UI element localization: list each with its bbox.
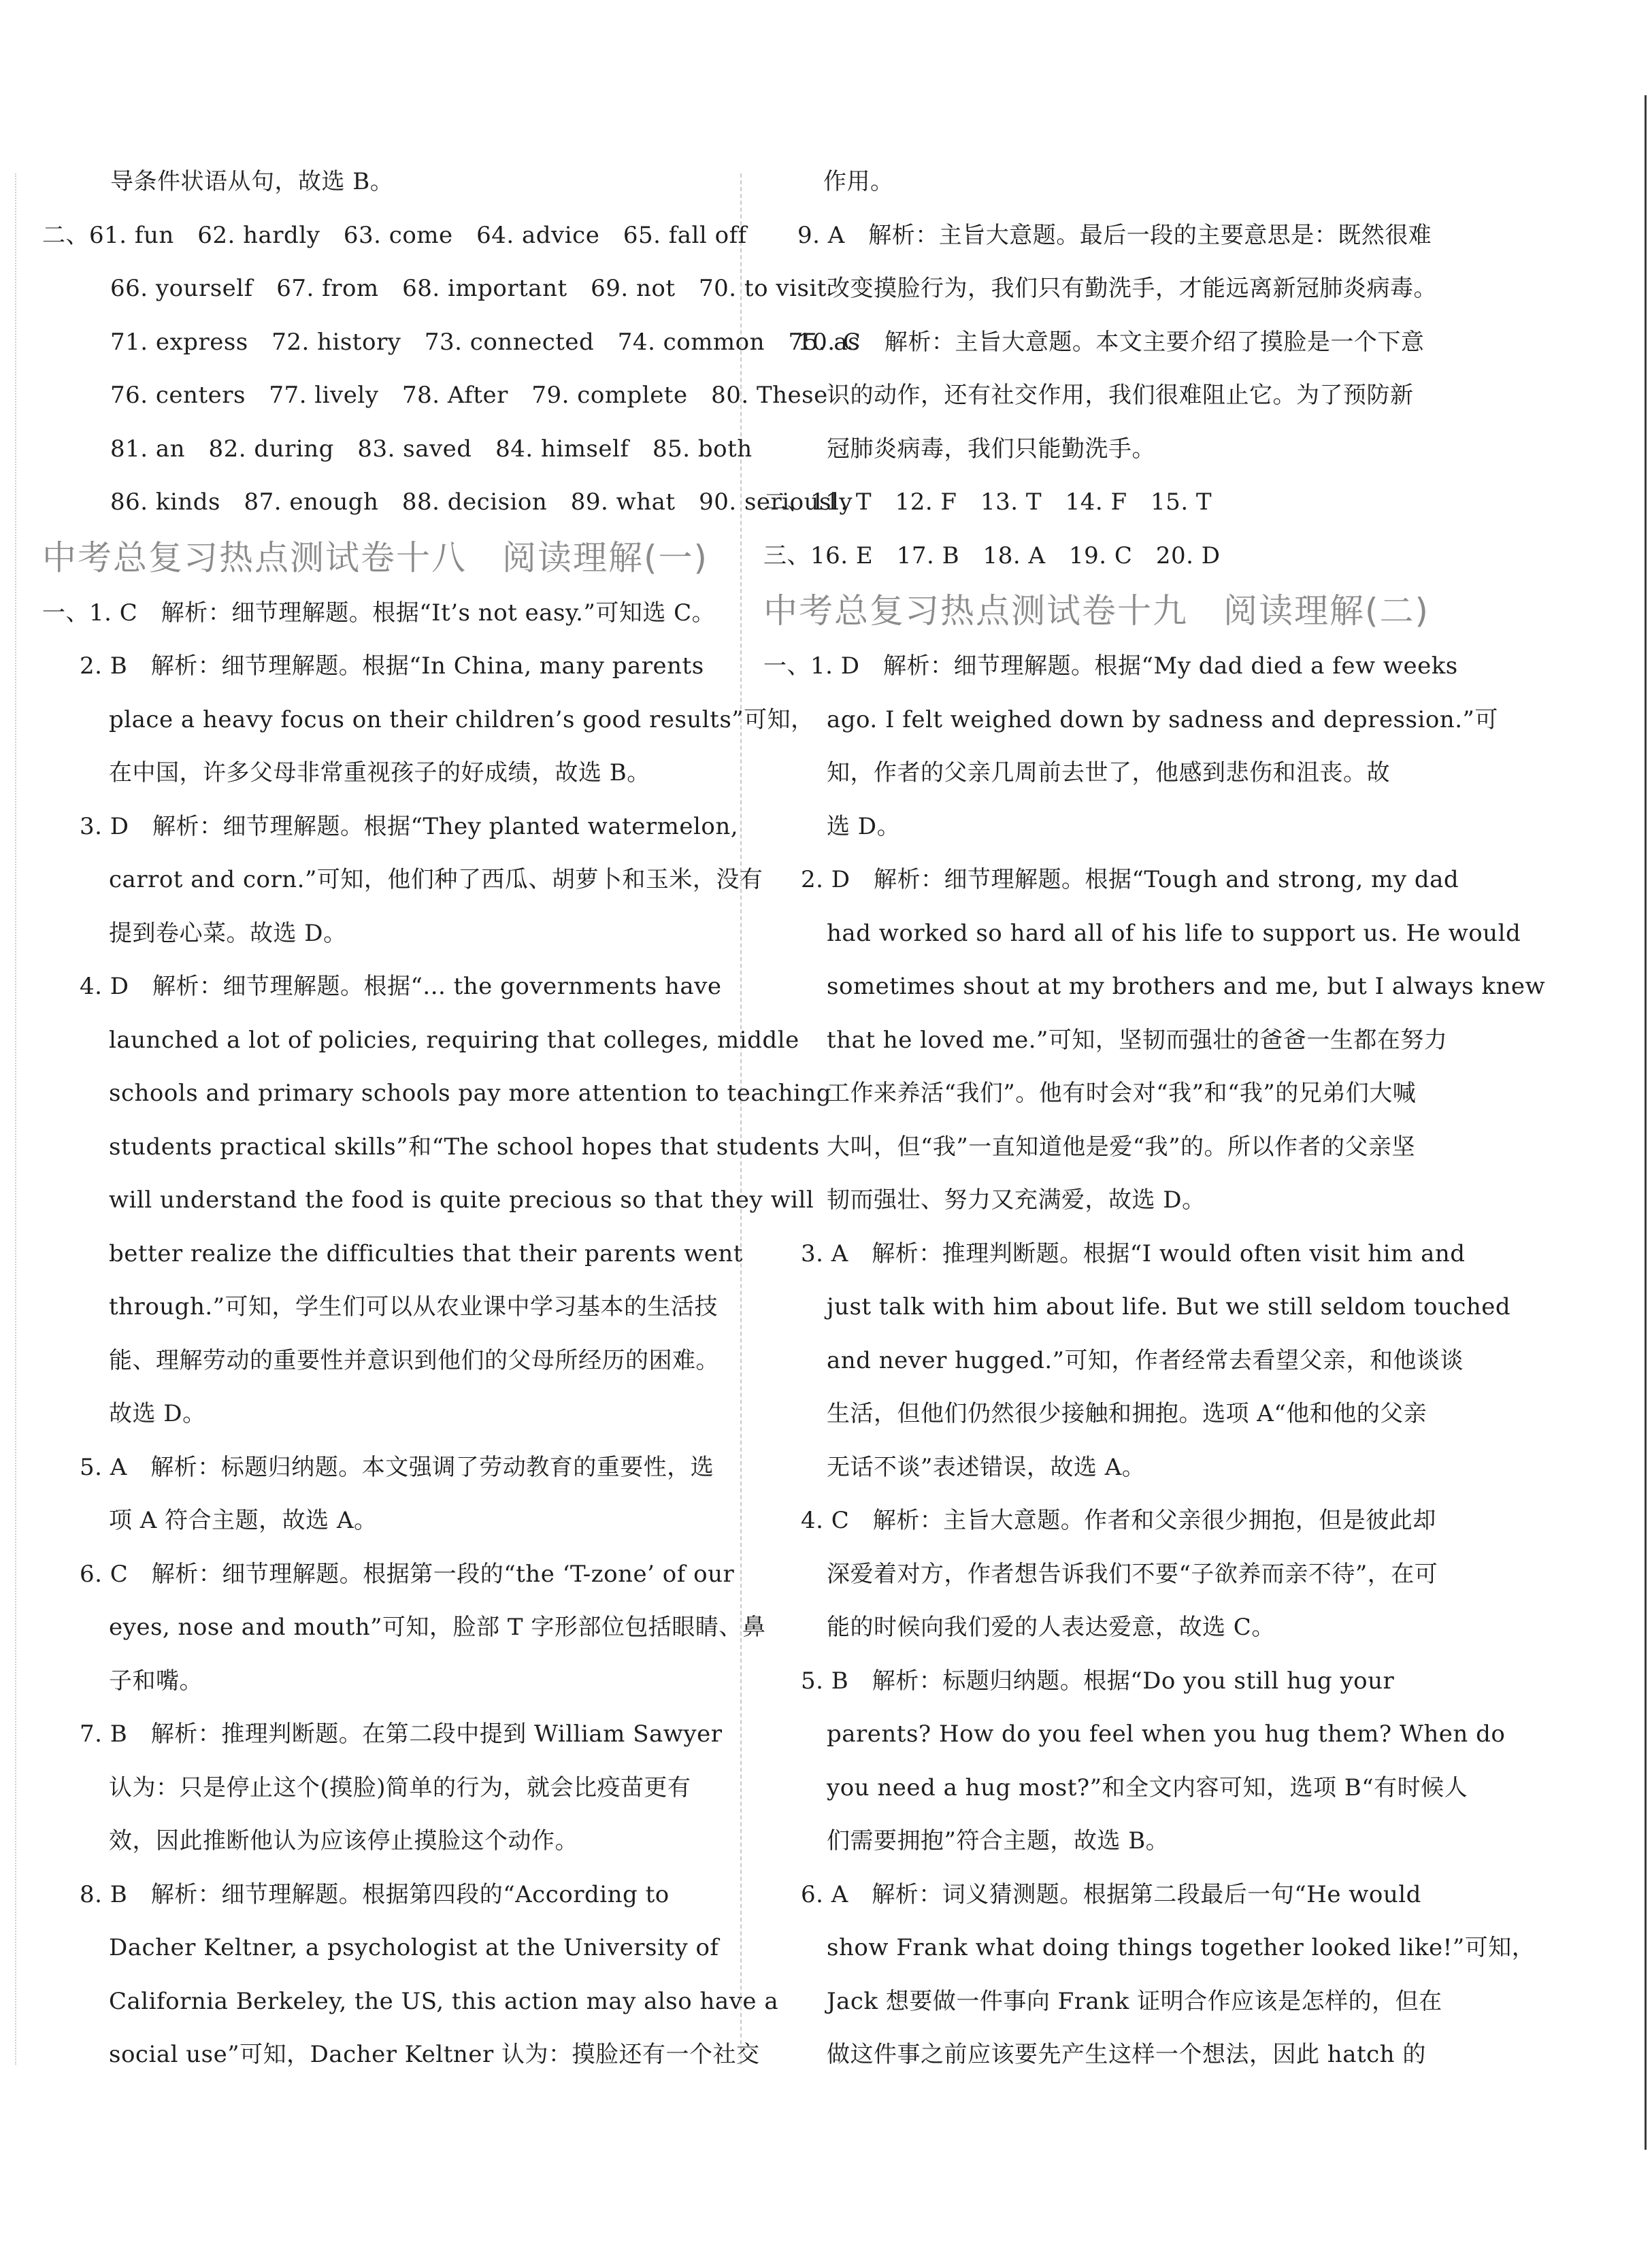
left-margin-dotted-line (15, 173, 16, 2065)
answer-line: 工作来养活“我们”。他有时会对“我”和“我”的兄弟们大喊 (827, 1080, 1417, 1107)
answer-line: 2. D 解析：细节理解题。根据“Tough and strong, my dad (801, 866, 1459, 893)
answer-line: 5. A 解析：标题归纳题。本文强调了劳动教育的重要性，选 (80, 1453, 714, 1481)
answer-line: 们需要拥抱”符合主题，故选 B。 (827, 1827, 1170, 1854)
fill-blank-row: 81. an 82. during 83. saved 84. himself 85. both (110, 435, 753, 463)
answer-line: 一、1. D 解析：细节理解题。根据“My dad died a few weeks (763, 652, 1458, 680)
answer-line: schools and primary schools pay more attention to teaching (109, 1080, 832, 1107)
answer-line: 4. C 解析：主旨大意题。作者和父亲很少拥抱，但是彼此却 (801, 1507, 1436, 1534)
answer-line: sometimes shout at my brothers and me, but I always knew (827, 973, 1546, 1000)
answer-line: parents? How do you feel when you hug them? When do (827, 1720, 1506, 1748)
answer-line: 项 A 符合主题，故选 A。 (109, 1507, 378, 1534)
fill-blank-row: 二、61. fun 62. hardly 63. come 64. advice 65. fall off (42, 221, 747, 249)
answer-line: 改变摸脸行为，我们只有勤洗手，才能远离新冠肺炎病毒。 (827, 275, 1437, 302)
answer-line: 提到卷心菜。故选 D。 (109, 919, 347, 947)
answer-line: you need a hug most?”和全文内容可知，选项 B“有时候人 (827, 1774, 1468, 1801)
answer-line: 能的时候向我们爱的人表达爱意，故选 C。 (827, 1614, 1275, 1641)
answer-line: launched a lot of policies, requiring that colleges, middle (109, 1026, 799, 1054)
right-column (763, 155, 1546, 2082)
answer-line: 3. A 解析：推理判断题。根据“I would often visit him and (801, 1240, 1466, 1267)
answer-line: 做这件事之前应该要先产生这样一个想法，因此 hatch 的 (827, 2041, 1426, 2068)
fill-blank-row: 86. kinds 87. enough 88. decision 89. what 90. seriously (110, 488, 853, 516)
answer-line: 2. B 解析：细节理解题。根据“In China, many parents (80, 652, 704, 680)
answer-line: that he loved me.”可知，坚韧而强壮的爸爸一生都在努力 (827, 1026, 1448, 1054)
answer-line: 故选 D。 (109, 1400, 206, 1427)
text-line: 导条件状语从句，故选 B。 (110, 168, 394, 195)
answer-line: had worked so hard all of his life to support us. He would (827, 919, 1521, 947)
answer-line: 7. B 解析：推理判断题。在第二段中提到 William Sawyer (80, 1720, 723, 1748)
answer-line: 在中国，许多父母非常重视孩子的好成绩，故选 B。 (109, 759, 650, 786)
answer-line: ago. I felt weighed down by sadness and depression.”可 (827, 705, 1498, 733)
answer-line: 识的动作，还有社交作用，我们很难阻止它。为了预防新 (827, 382, 1414, 409)
answer-line: 6. A 解析：词义猜测题。根据第二段最后一句“He would (801, 1880, 1421, 1908)
answer-line: 5. B 解析：标题归纳题。根据“Do you still hug your (801, 1667, 1395, 1695)
answer-line: carrot and corn.”可知，他们种了西瓜、胡萝卜和玉米，没有 (109, 866, 763, 893)
section-title: 中考总复习热点测试卷十八 阅读理解(一) (42, 537, 709, 578)
text-line: 作用。 (823, 168, 894, 195)
answer-line: eyes, nose and mouth”可知，脸部 T 字形部位包括眼睛、鼻 (109, 1614, 766, 1641)
fill-blank-row: 66. yourself 67. from 68. important 69. not 70. to visit (110, 275, 827, 302)
answer-line: Dacher Keltner, a psychologist at the University of (109, 1934, 719, 1961)
answer-line: 4. D 解析：细节理解题。根据“... the governments have (80, 973, 722, 1000)
answer-line: California Berkeley, the US, this action may also have a (109, 1987, 779, 2015)
answer-line: 三、16. E 17. B 18. A 19. C 20. D (763, 542, 1221, 569)
answer-line: 认为：只是停止这个(摸脸)简单的行为，就会比疫苗更有 (109, 1774, 691, 1801)
answer-line: 韧而强壮、努力又充满爱，故选 D。 (827, 1186, 1206, 1214)
section-title: 中考总复习热点测试卷十九 阅读理解(二) (763, 591, 1430, 631)
answer-line: 8. B 解析：细节理解题。根据第四段的“According to (80, 1880, 670, 1908)
answer-line: 冠肺炎病毒，我们只能勤洗手。 (827, 435, 1155, 463)
answer-line: 能、理解劳动的重要性并意识到他们的父母所经历的困难。 (109, 1346, 719, 1374)
answer-line: will understand the food is quite precious so that they will (109, 1186, 814, 1214)
answer-line: and never hugged.”可知，作者经常去看望父亲，和他谈谈 (827, 1346, 1464, 1374)
answer-line: 二、11. T 12. F 13. T 14. F 15. T (763, 488, 1212, 516)
answer-line: students practical skills”和“The school hopes that students (109, 1133, 820, 1161)
answer-line: show Frank what doing things together looked like!”可知， (827, 1934, 1536, 1961)
answer-line: 生活，但他们仍然很少接触和拥抱。选项 A“他和他的父亲 (827, 1400, 1427, 1427)
answer-line: 知，作者的父亲几周前去世了，他感到悲伤和沮丧。故 (827, 759, 1390, 786)
answer-line: Jack 想要做一件事向 Frank 证明合作应该是怎样的，但在 (827, 1987, 1442, 2015)
answer-line: 10. C 解析：主旨大意题。本文主要介绍了摸脸是一个下意 (797, 328, 1425, 356)
fill-blank-row: 76. centers 77. lively 78. After 79. complete 80. These (110, 382, 828, 409)
answer-line: place a heavy focus on their children’s good results”可知， (109, 705, 814, 733)
fill-blank-row: 71. express 72. history 73. connected 74. common 75. as (110, 328, 861, 356)
answer-line: 一、1. C 解析：细节理解题。根据“It’s not easy.”可知选 C。 (42, 599, 716, 627)
answer-line: through.”可知，学生们可以从农业课中学习基本的生活技 (109, 1293, 718, 1320)
answer-line: 无话不谈”表述错误，故选 A。 (827, 1453, 1146, 1481)
answer-line: 大叫，但“我”一直知道他是爱“我”的。所以作者的父亲坚 (827, 1133, 1416, 1161)
answer-line: just talk with him about life. But we still seldom touched (827, 1293, 1511, 1320)
answer-line: 效，因此推断他认为应该停止摸脸这个动作。 (109, 1827, 578, 1854)
answer-line: 6. C 解析：细节理解题。根据第一段的“the ‘T-zone’ of our (80, 1560, 735, 1588)
answer-line: 选 D。 (827, 812, 901, 840)
answer-line: 深爱着对方，作者想告诉我们不要“子欲养而亲不待”，在可 (827, 1560, 1438, 1588)
answer-line: 3. D 解析：细节理解题。根据“They planted watermelon, (80, 812, 739, 840)
answer-line: better realize the difficulties that their parents went (109, 1240, 743, 1267)
answer-line: social use”可知，Dacher Keltner 认为：摸脸还有一个社交 (109, 2041, 760, 2068)
answer-line: 9. A 解析：主旨大意题。最后一段的主要意思是：既然很难 (797, 221, 1432, 249)
answer-line: 子和嘴。 (109, 1667, 203, 1695)
page-edge-line (1645, 95, 1647, 2150)
